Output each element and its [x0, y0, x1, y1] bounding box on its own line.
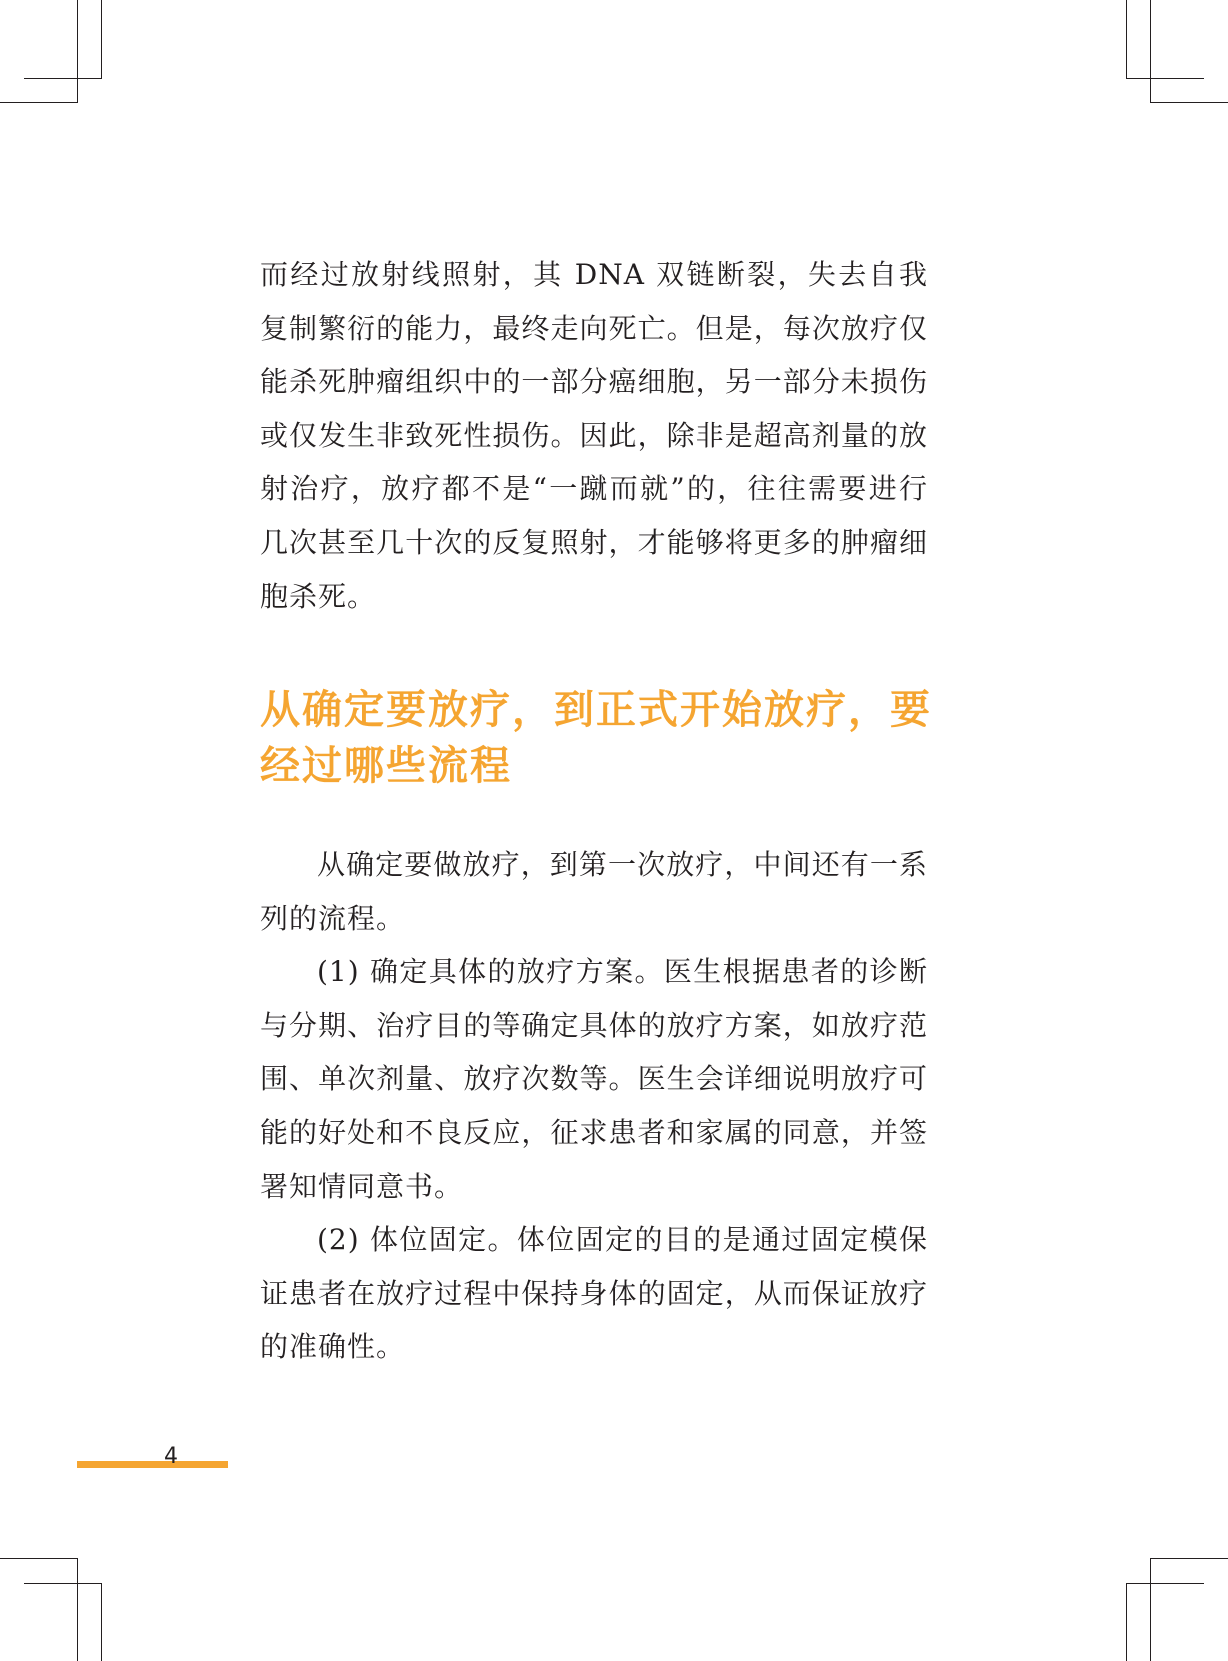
- crop-mark-bottom-left-h1: [0, 1558, 78, 1559]
- section-heading: 从确定要放疗，到正式开始放疗，要经过哪些流程: [260, 687, 932, 789]
- crop-mark-top-right-v2: [1150, 0, 1151, 103]
- crop-mark-bottom-right-h2: [1150, 1558, 1228, 1559]
- crop-mark-top-right-h2: [1150, 102, 1228, 103]
- section-paragraph-step-2: (2) 体位固定。体位固定的目的是通过固定模保证患者在放疗过程中保持身体的固定，从而保证放疗的准确性。: [260, 1223, 928, 1364]
- crop-mark-top-left-v2: [101, 0, 102, 78]
- page-number: 4: [164, 1444, 178, 1469]
- section-paragraph-intro: 从确定要做放疗，到第一次放疗，中间还有一系列的流程。: [260, 848, 928, 935]
- crop-mark-bottom-right-v2: [1150, 1558, 1151, 1661]
- crop-mark-bottom-right-v1: [1126, 1583, 1127, 1661]
- intro-block: [260, 248, 928, 623]
- crop-mark-bottom-left-v1: [77, 1558, 78, 1661]
- crop-mark-top-right-h1: [1126, 78, 1204, 79]
- crop-mark-top-left-h1: [0, 102, 78, 103]
- intro-paragraph: 而经过放射线照射，其 DNA 双链断裂，失去自我复制繁衍的能力，最终走向死亡。但是，每次放疗仅能杀死肿瘤组织中的一部分癌细胞，另一部分未损伤或仅发生非致死性损伤。因此，除非是超高剂量的放射治疗，放疗都不是“一蹴而就”的，往往需要进行几次甚至几十次的反复照射，才能够将更多的肿瘤细胞杀死。: [260, 258, 928, 613]
- crop-mark-bottom-right-h1: [1126, 1583, 1204, 1584]
- folio-bar: [77, 1461, 228, 1468]
- section-paragraph-step-1: (1) 确定具体的放疗方案。医生根据患者的诊断与分期、治疗目的等确定具体的放疗方案，如放疗范围、单次剂量、放疗次数等。医生会详细说明放疗可能的好处和不良反应，征求患者和家属的同意，并签署知情同意书。: [260, 955, 928, 1203]
- section-body: [260, 838, 928, 1374]
- crop-mark-top-left-v1: [77, 0, 78, 103]
- crop-mark-top-left-h2: [24, 78, 102, 79]
- crop-mark-bottom-left-h2: [24, 1583, 102, 1584]
- crop-mark-bottom-left-v2: [101, 1583, 102, 1661]
- crop-mark-top-right-v1: [1126, 0, 1127, 78]
